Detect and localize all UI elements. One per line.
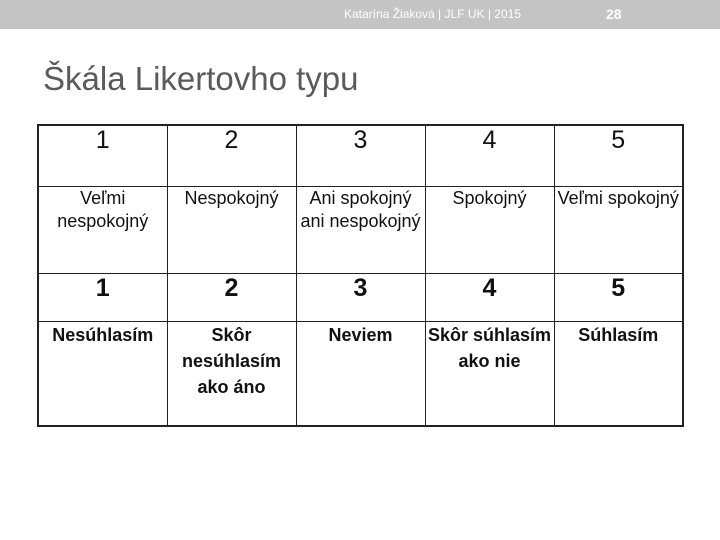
table-cell: Veľmi spokojný (554, 187, 683, 274)
table-cell: Nesúhlasím (38, 322, 167, 427)
footer-text: Katarína Žiaková | JLF UK | 2015 (344, 7, 521, 21)
table-cell: 2 (167, 274, 296, 322)
table-row (38, 187, 683, 274)
header-bar (0, 0, 720, 29)
table-cell: Spokojný (425, 187, 554, 274)
table-cell: Veľmi nespokojný (38, 187, 167, 274)
table-cell: Skôr súhlasím ako nie (425, 322, 554, 427)
table-cell: Súhlasím (554, 322, 683, 427)
table-cell: 5 (554, 274, 683, 322)
likert-scale-table (37, 124, 684, 427)
table-cell: 3 (296, 274, 425, 322)
table-cell: Ani spokojný ani nespokojný (296, 187, 425, 274)
table-cell: Skôr nesúhlasím ako áno (167, 322, 296, 427)
table-cell: Neviem (296, 322, 425, 427)
table-cell: 1 (38, 125, 167, 187)
table-row (38, 274, 683, 322)
table-cell: 5 (554, 125, 683, 187)
table-cell: 3 (296, 125, 425, 187)
table-row (38, 322, 683, 427)
table-cell: 4 (425, 125, 554, 187)
table-cell: 1 (38, 274, 167, 322)
table-cell: 4 (425, 274, 554, 322)
table-cell: Nespokojný (167, 187, 296, 274)
slide-title: Škála Likertovho typu (43, 60, 359, 97)
page-number: 28 (606, 6, 622, 22)
table-row (38, 125, 683, 187)
table-cell: 2 (167, 125, 296, 187)
